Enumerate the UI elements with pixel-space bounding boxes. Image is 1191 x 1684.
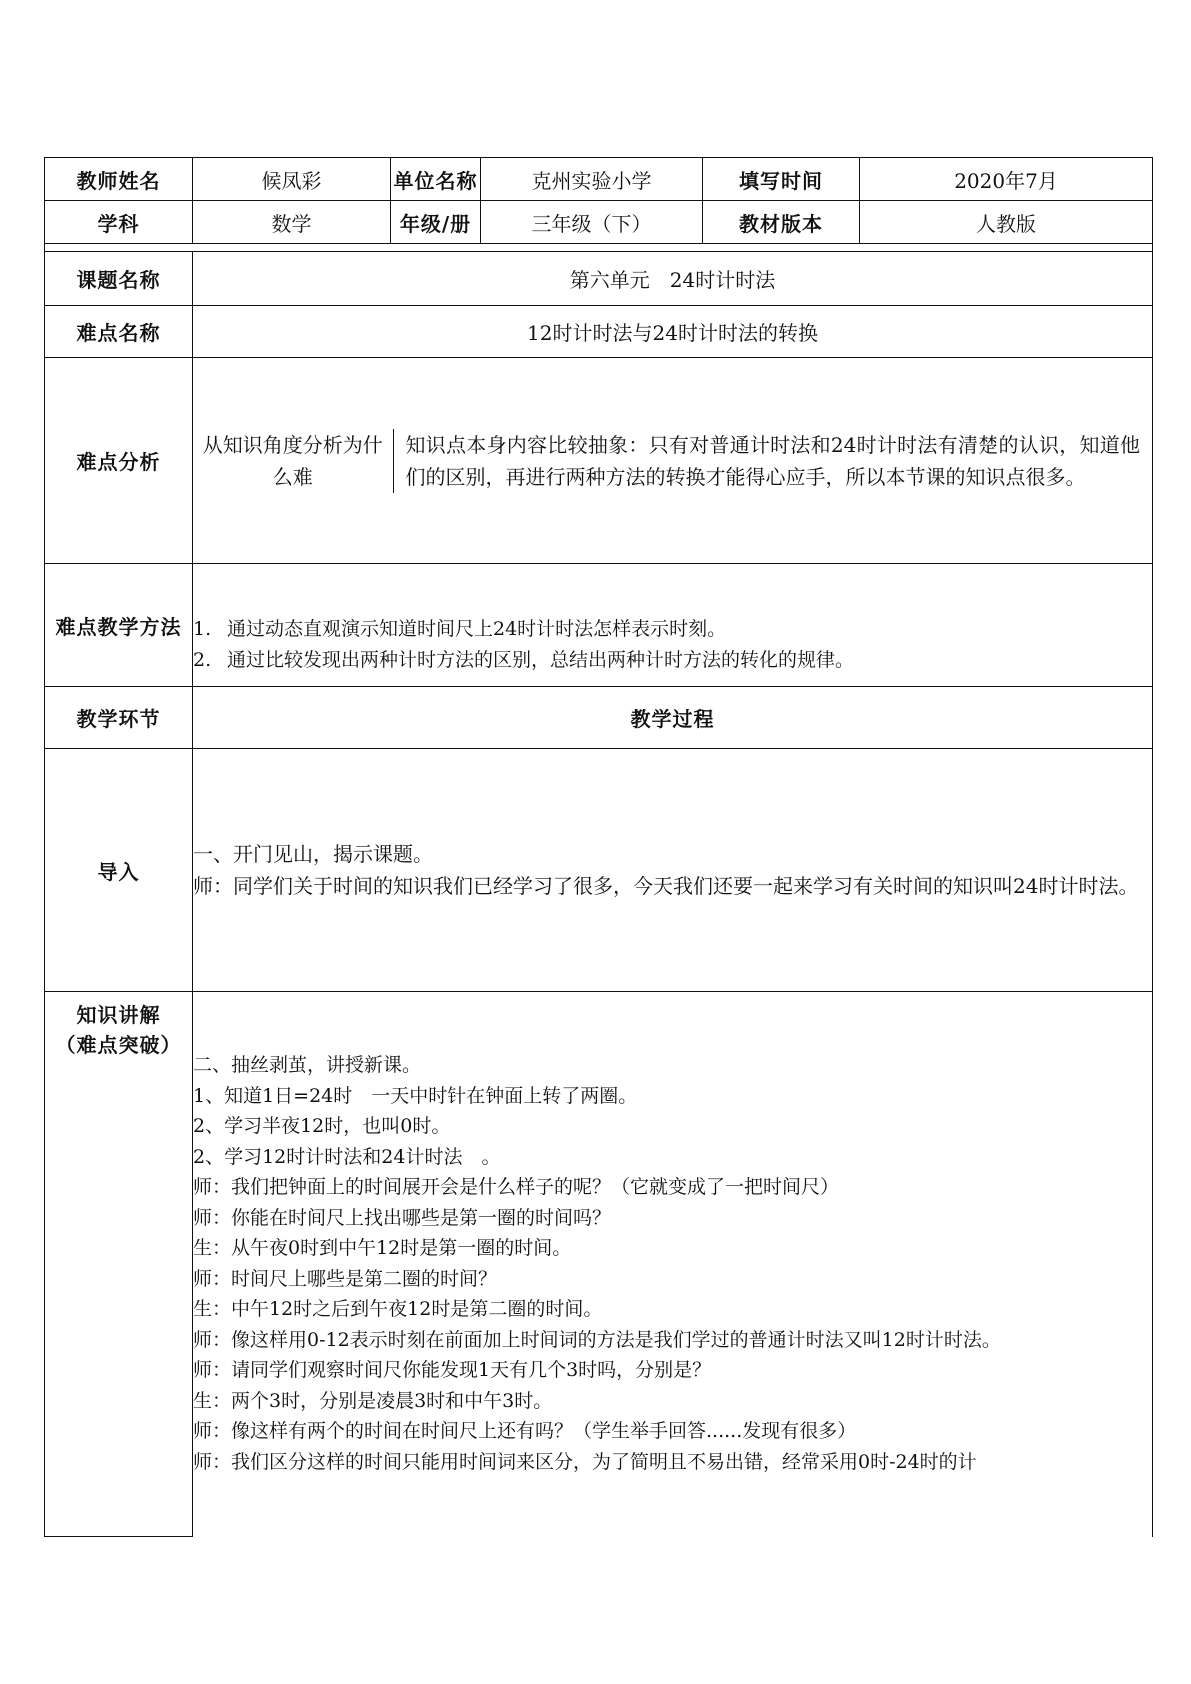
explain-line: 师：你能在时间尺上找出哪些是第一圈的时间吗？	[193, 1206, 612, 1229]
explain-line: 师：请同学们观察时间尺你能发现1天有几个3时吗，分别是？	[193, 1359, 712, 1381]
intro-line: 师：同学们关于时间的知识我们已经学习了很多，今天我们还要一起来学习有关时间的知识叫24时计时法。	[193, 874, 1139, 898]
analysis-content	[193, 358, 1153, 564]
teacher-name-label: 教师姓名	[45, 158, 193, 201]
topic-value: 第六单元 24时计时法	[193, 252, 1153, 306]
unit-name-label: 单位名称	[391, 158, 481, 201]
methods-label: 难点教学方法	[45, 564, 193, 687]
method-item	[193, 614, 1152, 645]
process-header-row	[45, 687, 1153, 749]
edition-label: 教材版本	[703, 201, 860, 244]
methods-content	[193, 564, 1153, 687]
unit-name-value: 克州实验小学	[481, 158, 703, 201]
header-row-2	[45, 201, 1153, 244]
methods-row	[45, 564, 1153, 687]
explain-row	[45, 992, 1153, 1537]
explain-line: 2、学习半夜12时，也叫0时。	[193, 1115, 451, 1137]
fill-date-value: 2020年7月	[860, 158, 1153, 201]
analysis-label: 难点分析	[45, 358, 193, 564]
lesson-plan-table	[44, 157, 1152, 1537]
method-item-text: 通过比较发现出两种计时方法的区别，总结出两种计时方法的转化的规律。	[227, 649, 855, 671]
explain-label-line1: 知识讲解	[76, 1003, 161, 1027]
subject-label: 学科	[45, 201, 193, 244]
difficulty-row	[45, 306, 1153, 358]
explain-label-line2: （难点突破）	[55, 1033, 182, 1057]
spacer-cell	[45, 244, 1153, 252]
topic-label: 课题名称	[45, 252, 193, 306]
explain-content	[193, 992, 1153, 1537]
difficulty-value: 12时计时法与24时计时法的转换	[193, 306, 1153, 358]
explain-line: 2、学习12时计时法和24计时法 。	[193, 1145, 501, 1168]
lesson-plan-grid	[44, 157, 1153, 1537]
method-item-num: 2.	[193, 649, 212, 671]
method-item-text: 通过动态直观演示知道时间尺上24时计时法怎样表示时刻。	[227, 618, 727, 640]
grade-value: 三年级（下）	[481, 201, 703, 244]
explain-line: 师：我们把钟面上的时间展开会是什么样子的呢？（它就变成了一把时间尺）	[193, 1176, 840, 1198]
topic-row	[45, 252, 1153, 306]
intro-label: 导入	[45, 749, 193, 992]
subject-value: 数学	[193, 201, 391, 244]
analysis-row	[45, 358, 1153, 564]
explain-label	[45, 992, 193, 1537]
explain-line: 1、知道1日=24时 一天中时针在钟面上转了两圈。	[193, 1084, 638, 1107]
explain-line: 师：像这样用0-12表示时刻在前面加上时间词的方法是我们学过的普通计时法又叫12时计时法。	[193, 1328, 1001, 1351]
explain-line: 生：中午12时之后到午夜12时是第二圈的时间。	[193, 1298, 603, 1320]
intro-row	[45, 749, 1153, 992]
fill-date-label: 填写时间	[703, 158, 860, 201]
method-item-num: 1.	[193, 618, 212, 640]
spacer-row	[45, 244, 1153, 252]
analysis-inner	[193, 429, 1152, 493]
method-item	[193, 645, 1152, 676]
process-label: 教学过程	[193, 687, 1153, 749]
explain-line: 二、抽丝剥茧，讲授新课。	[193, 1054, 422, 1076]
header-row-1	[45, 158, 1153, 201]
analysis-text: 知识点本身内容比较抽象：只有对普通计时法和24时计时法有清楚的认识，知道他们的区别，再进行两种方法的转换才能得心应手，所以本节课的知识点很多。	[393, 429, 1152, 493]
grade-label: 年级/册	[391, 201, 481, 244]
stage-label: 教学环节	[45, 687, 193, 749]
explain-line: 师：我们区分这样的时间只能用时间词来区分，为了简明且不易出错，经常采用0时-24时的计	[193, 1450, 977, 1473]
intro-line: 一、开门见山，揭示课题。	[193, 842, 433, 866]
difficulty-label: 难点名称	[45, 306, 193, 358]
intro-content	[193, 749, 1153, 992]
explain-line: 生：从午夜0时到中午12时是第一圈的时间。	[193, 1237, 572, 1259]
explain-line: 师：时间尺上哪些是第二圈的时间？	[193, 1267, 498, 1290]
analysis-sub-label: 从知识角度分析为什么难	[202, 432, 383, 489]
explain-line: 师：像这样有两个的时间在时间尺上还有吗？（学生举手回答......发现有很多）	[193, 1420, 857, 1442]
teacher-name-value: 候凤彩	[193, 158, 391, 201]
edition-value: 人教版	[860, 201, 1153, 244]
explain-line: 生：两个3时，分别是凌晨3时和中午3时。	[193, 1389, 553, 1412]
